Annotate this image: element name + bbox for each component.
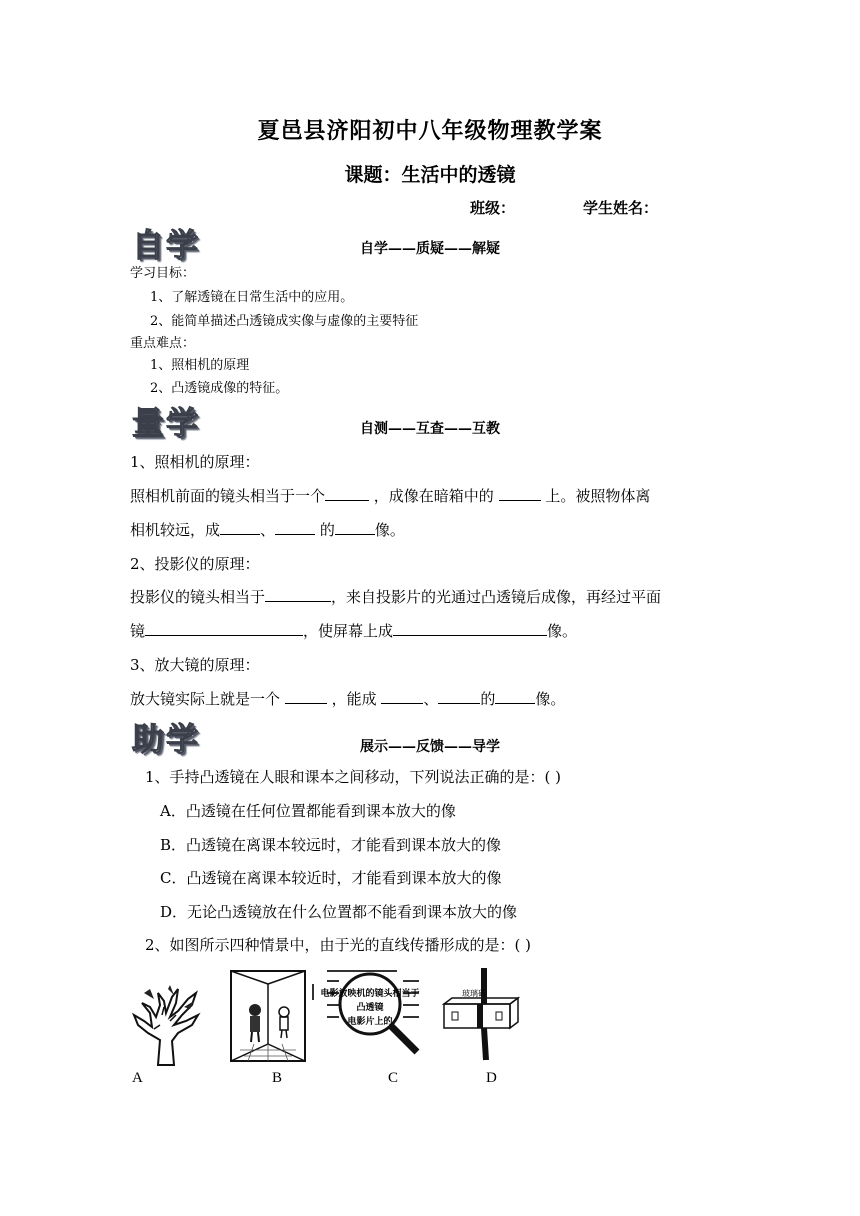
question-convex-lens: 1、手持凸透镜在人眼和课本之间移动，下列说法正确的是：( ) (145, 768, 562, 786)
key-point-item: 1、照相机的原理 (150, 358, 250, 373)
answer-blank[interactable] (220, 520, 260, 535)
answer-blank[interactable] (499, 486, 541, 501)
question-text: 的 (480, 690, 496, 708)
question-light-propagation: 2、如图所示四种情景中，由于光的直线传播形成的是：( ) (145, 936, 532, 954)
question-text: 投影仪的镜头相当于 (130, 588, 266, 606)
question-text: 放大镜实际上就是一个 (130, 690, 281, 708)
option-b[interactable]: B．凸透镜在离课本较远时，才能看到课本放大的像 (160, 836, 502, 854)
figure-b-mirror-image (230, 970, 306, 1062)
answer-blank[interactable] (145, 621, 303, 636)
question-text: ，能成 (331, 690, 377, 708)
question-text: 像。 (547, 622, 578, 640)
question-text: 像。 (374, 521, 405, 539)
question-projector-line1 (130, 586, 661, 607)
section-heading-self-test: 自测——互查——互教 (360, 421, 500, 437)
question-camera-title: 1、照相机的原理： (130, 453, 260, 471)
question-projector-title: 2、投影仪的原理： (130, 555, 260, 573)
answer-blank[interactable] (393, 621, 547, 636)
question-text: 镜 (130, 622, 146, 640)
question-camera-line2 (130, 519, 405, 540)
answer-blank[interactable] (438, 689, 480, 704)
question-text: 照相机前面的镜头相当于一个 (130, 487, 326, 505)
student-name-label: 学生姓名： (583, 199, 659, 217)
figure-c-magnifier-image (320, 966, 425, 1066)
figure-a-tree-image (130, 985, 205, 1065)
question-camera-line1 (130, 485, 650, 506)
page-title: 夏邑县济阳初中八年级物理教学案 (257, 118, 603, 144)
section-banner-guided-study: 助学 (132, 720, 201, 758)
goal-item: 2、能简单描述凸透镜成实像与虚像的主要特征 (150, 314, 419, 329)
figure-c-text: 凸透镜 (356, 1003, 384, 1013)
question-text: 的 (319, 521, 335, 539)
option-a[interactable]: A．凸透镜在任何位置都能看到课本放大的像 (160, 802, 456, 820)
figure-c-text: 电影片上的 (347, 1017, 393, 1027)
section-banner-self-test: 量学 (132, 404, 201, 442)
lesson-subtitle: 课题：生活中的透镜 (344, 164, 516, 186)
question-text: ，使屏幕上成 (303, 622, 394, 640)
key-points-label: 重点难点： (130, 336, 196, 351)
option-d[interactable]: D．无论凸透镜放在什么位置都不能看到课本放大的像 (160, 903, 518, 921)
section-heading-guided-study: 展示——反馈——导学 (360, 739, 500, 755)
answer-blank[interactable] (285, 689, 327, 704)
section-banner-self-study: 自学 (132, 226, 201, 264)
option-c[interactable]: C．凸透镜在离课本较近时，才能看到课本放大的像 (160, 869, 502, 887)
answer-blank[interactable] (265, 587, 331, 602)
goal-item: 1、了解透镜在日常生活中的应用。 (150, 290, 354, 305)
question-text: ，成像在暗箱中的 (373, 487, 494, 505)
question-text: 像。 (535, 690, 566, 708)
answer-blank[interactable] (335, 520, 375, 535)
question-magnifier-title: 3、放大镜的原理： (130, 656, 260, 674)
goals-label: 学习目标： (130, 266, 196, 281)
figure-d-glass-block-image (440, 968, 524, 1064)
figure-label-d: D (486, 1070, 497, 1086)
figure-label-c: C (388, 1070, 399, 1086)
section-heading-self-study: 自学——质疑——解疑 (360, 241, 500, 257)
question-text: 相机较远，成 (130, 521, 221, 539)
answer-blank[interactable] (325, 486, 369, 501)
class-label: 班级： (470, 199, 516, 217)
key-point-item: 2、凸透镜成像的特征。 (150, 381, 289, 396)
question-text: 、 (423, 690, 439, 708)
question-text: 、 (260, 521, 276, 539)
figure-d-text: 玻璃砖 (462, 989, 486, 998)
question-magnifier-line (130, 688, 565, 709)
answer-blank[interactable] (275, 520, 315, 535)
answer-blank[interactable] (495, 689, 535, 704)
figure-c-text: 电影放映机的镜头相当于 (320, 989, 420, 999)
figure-label-b: B (272, 1070, 283, 1086)
question-text: ，来自投影片的光通过凸透镜后成像，再经过平面 (331, 588, 662, 606)
figure-label-a: A (132, 1070, 143, 1086)
question-projector-line2 (130, 620, 577, 641)
answer-blank[interactable] (381, 689, 423, 704)
figure-b-mark (312, 984, 314, 1000)
question-text: 上。被照物体离 (545, 487, 651, 505)
